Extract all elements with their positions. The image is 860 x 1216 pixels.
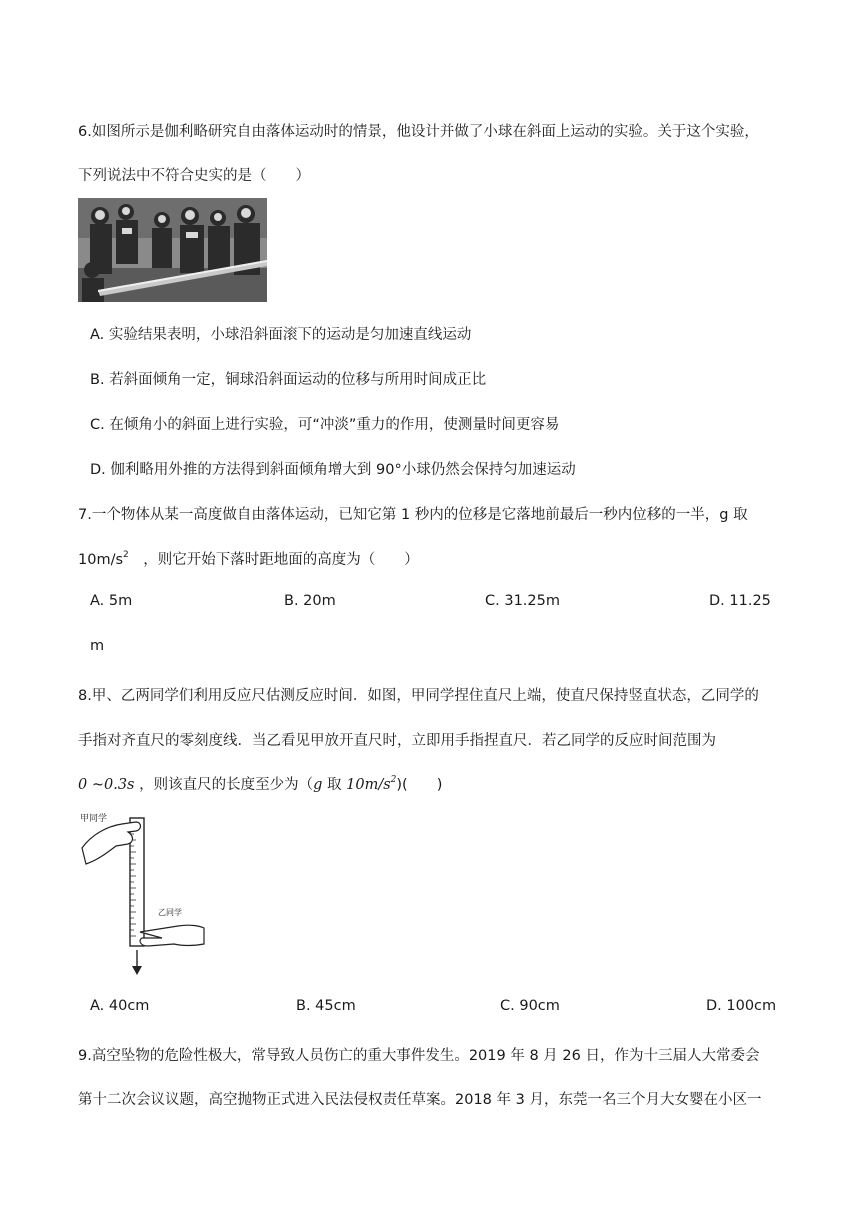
q8-stem-line3 bbox=[78, 773, 442, 794]
q8-g-value: 10m/s bbox=[346, 777, 391, 793]
q6-option-c: C. 在倾角小的斜面上进行实验，可“冲淡”重力的作用，使测量时间更容易 bbox=[90, 417, 560, 433]
q8-g-exponent: 2 bbox=[390, 775, 397, 785]
reaction-ruler-figure bbox=[78, 808, 213, 978]
q7-option-c: C. 31.25m bbox=[485, 593, 560, 609]
q8-option-a: A. 40cm bbox=[90, 998, 150, 1014]
label-jia: 甲同学 bbox=[80, 813, 108, 823]
q9-stem-line1: 9.高空坠物的危险性极大，常导致人员伤亡的重大事件发生。2019 年 8 月 26 日，作为十三届人大常委会 bbox=[78, 1048, 760, 1064]
q7-stem-line2 bbox=[78, 548, 419, 569]
q7-accel-value: 10m/s bbox=[78, 552, 124, 568]
q6-option-a: A. 实验结果表明，小球沿斜面滚下的运动是匀加速直线运动 bbox=[90, 327, 472, 343]
q8-reaction-range: 0 ~0.3s bbox=[78, 777, 135, 793]
galileo-experiment-photo bbox=[78, 198, 267, 302]
q6-stem-line2: 下列说法中不符合史实的是（ ） bbox=[78, 168, 310, 184]
q7-option-d: D. 11.25 bbox=[709, 593, 771, 609]
q8-g-symbol: g bbox=[313, 777, 323, 793]
q8-option-b: B. 45cm bbox=[296, 998, 356, 1014]
q6-stem-line1: 6.如图所示是伽利略研究自由落体运动时的情景，他设计并做了小球在斜面上运动的实验。关于这个实验， bbox=[78, 124, 759, 140]
label-yi: 乙同学 bbox=[158, 908, 182, 917]
q8-stem-line1: 8.甲、乙两同学们利用反应尺估测反应时间．如图，甲同学捏住直尺上端，使直尺保持竖直状态，乙同学的 bbox=[78, 688, 759, 704]
q8-stem-end: )( ) bbox=[396, 777, 443, 793]
q8-stem-text: ，则该直尺的长度至少为（ bbox=[139, 777, 314, 793]
q7-stem-line1: 7.一个物体从某一高度做自由落体运动，已知它第 1 秒内的位移是它落地前最后一秒内位移的一半，g 取 bbox=[78, 507, 748, 523]
q7-option-b: B. 20m bbox=[284, 593, 336, 609]
q9-stem-line2: 第十二次会议议题，高空抛物正式进入民法侵权责任草案。2018 年 3 月，东莞一名三个月大女婴在小区一 bbox=[78, 1092, 762, 1108]
q6-option-d: D. 伽利略用外推的方法得到斜面倾角增大到 90°小球仍然会保持匀加速运动 bbox=[90, 462, 576, 478]
q8-option-d: D. 100cm bbox=[706, 998, 777, 1014]
q7-stem-rest: ，则它开始下落时距地面的高度为（ ） bbox=[128, 552, 419, 568]
q7-option-a: A. 5m bbox=[90, 593, 133, 609]
q8-take-word: 取 bbox=[327, 777, 342, 793]
q6-option-b: B. 若斜面倾角一定，铜球沿斜面运动的位移与所用时间成正比 bbox=[90, 372, 487, 388]
q7-accel-exponent: 2 bbox=[123, 550, 129, 560]
q7-option-d-wrap: m bbox=[90, 638, 105, 654]
q8-option-c: C. 90cm bbox=[500, 998, 560, 1014]
q8-stem-line2: 手指对齐直尺的零刻度线．当乙看见甲放开直尺时，立即用手指捏直尺．若乙同学的反应时间范围为 bbox=[78, 733, 716, 749]
